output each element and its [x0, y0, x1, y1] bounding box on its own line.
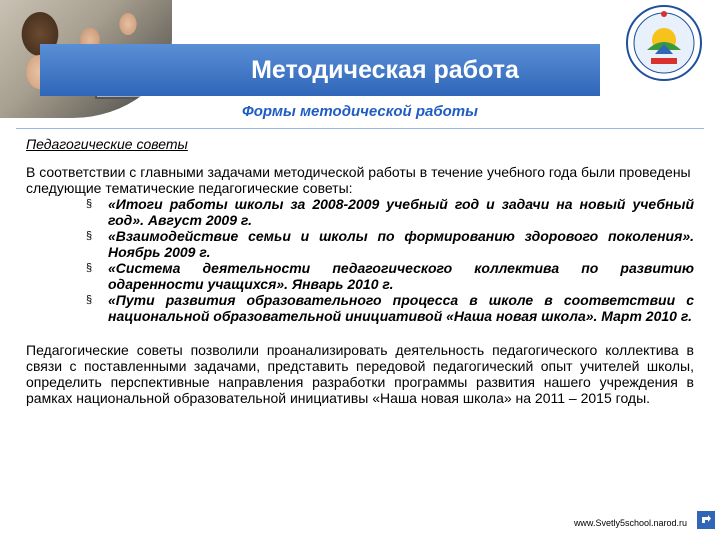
page-subtitle: Формы методической работы: [242, 103, 478, 120]
list-item-text: «Пути развития образовательного процесса в школе в соответствии с национальной образовательной инициативой «Наша новая школа». Март 2010 г.: [108, 292, 694, 324]
section-heading: Педагогические советы: [26, 136, 188, 152]
bullet-mark: §: [86, 230, 93, 242]
list-item: [26, 228, 694, 260]
page-title: Методическая работа: [251, 56, 519, 84]
list-item-text: «Система деятельности педагогического коллектива по развитию одаренности учащихся». Январь 2010 г.: [108, 260, 694, 292]
home-arrow-icon[interactable]: [697, 511, 715, 529]
main-content: [26, 136, 694, 406]
list-item: [26, 196, 694, 228]
council-list: [26, 196, 694, 324]
divider: [16, 128, 704, 129]
footer-url[interactable]: www.Svetly5school.narod.ru: [573, 518, 687, 528]
list-item: [26, 292, 694, 324]
bullet-mark: §: [86, 198, 93, 210]
list-item-text: «Итоги работы школы за 2008-2009 учебный год и задачи на новый учебный год». Август 2009 г.: [108, 196, 694, 228]
list-item-text: «Взаимодействие семьи и школы по формированию здорового поколения». Ноябрь 2009 г.: [108, 228, 694, 260]
bullet-mark: §: [86, 294, 93, 306]
intro-paragraph: В соответствии с главными задачами методической работы в течение учебного года были проведены следующие тематические педагогические советы:: [26, 164, 691, 196]
conclusion-paragraph: Педагогические советы позволили проанализировать деятельность педагогического коллектива в связи с поставленными задачами, представить передовой педагогический опыт учителей школы, определить перспективные направления разработки программы развития нашего учреждения в рамках национальной образовательной инициативы «Наша новая школа» на 2011 – 2015 годы.: [26, 342, 694, 406]
list-item: [26, 260, 694, 292]
bullet-mark: §: [86, 262, 93, 274]
school-emblem-icon: [625, 4, 703, 82]
